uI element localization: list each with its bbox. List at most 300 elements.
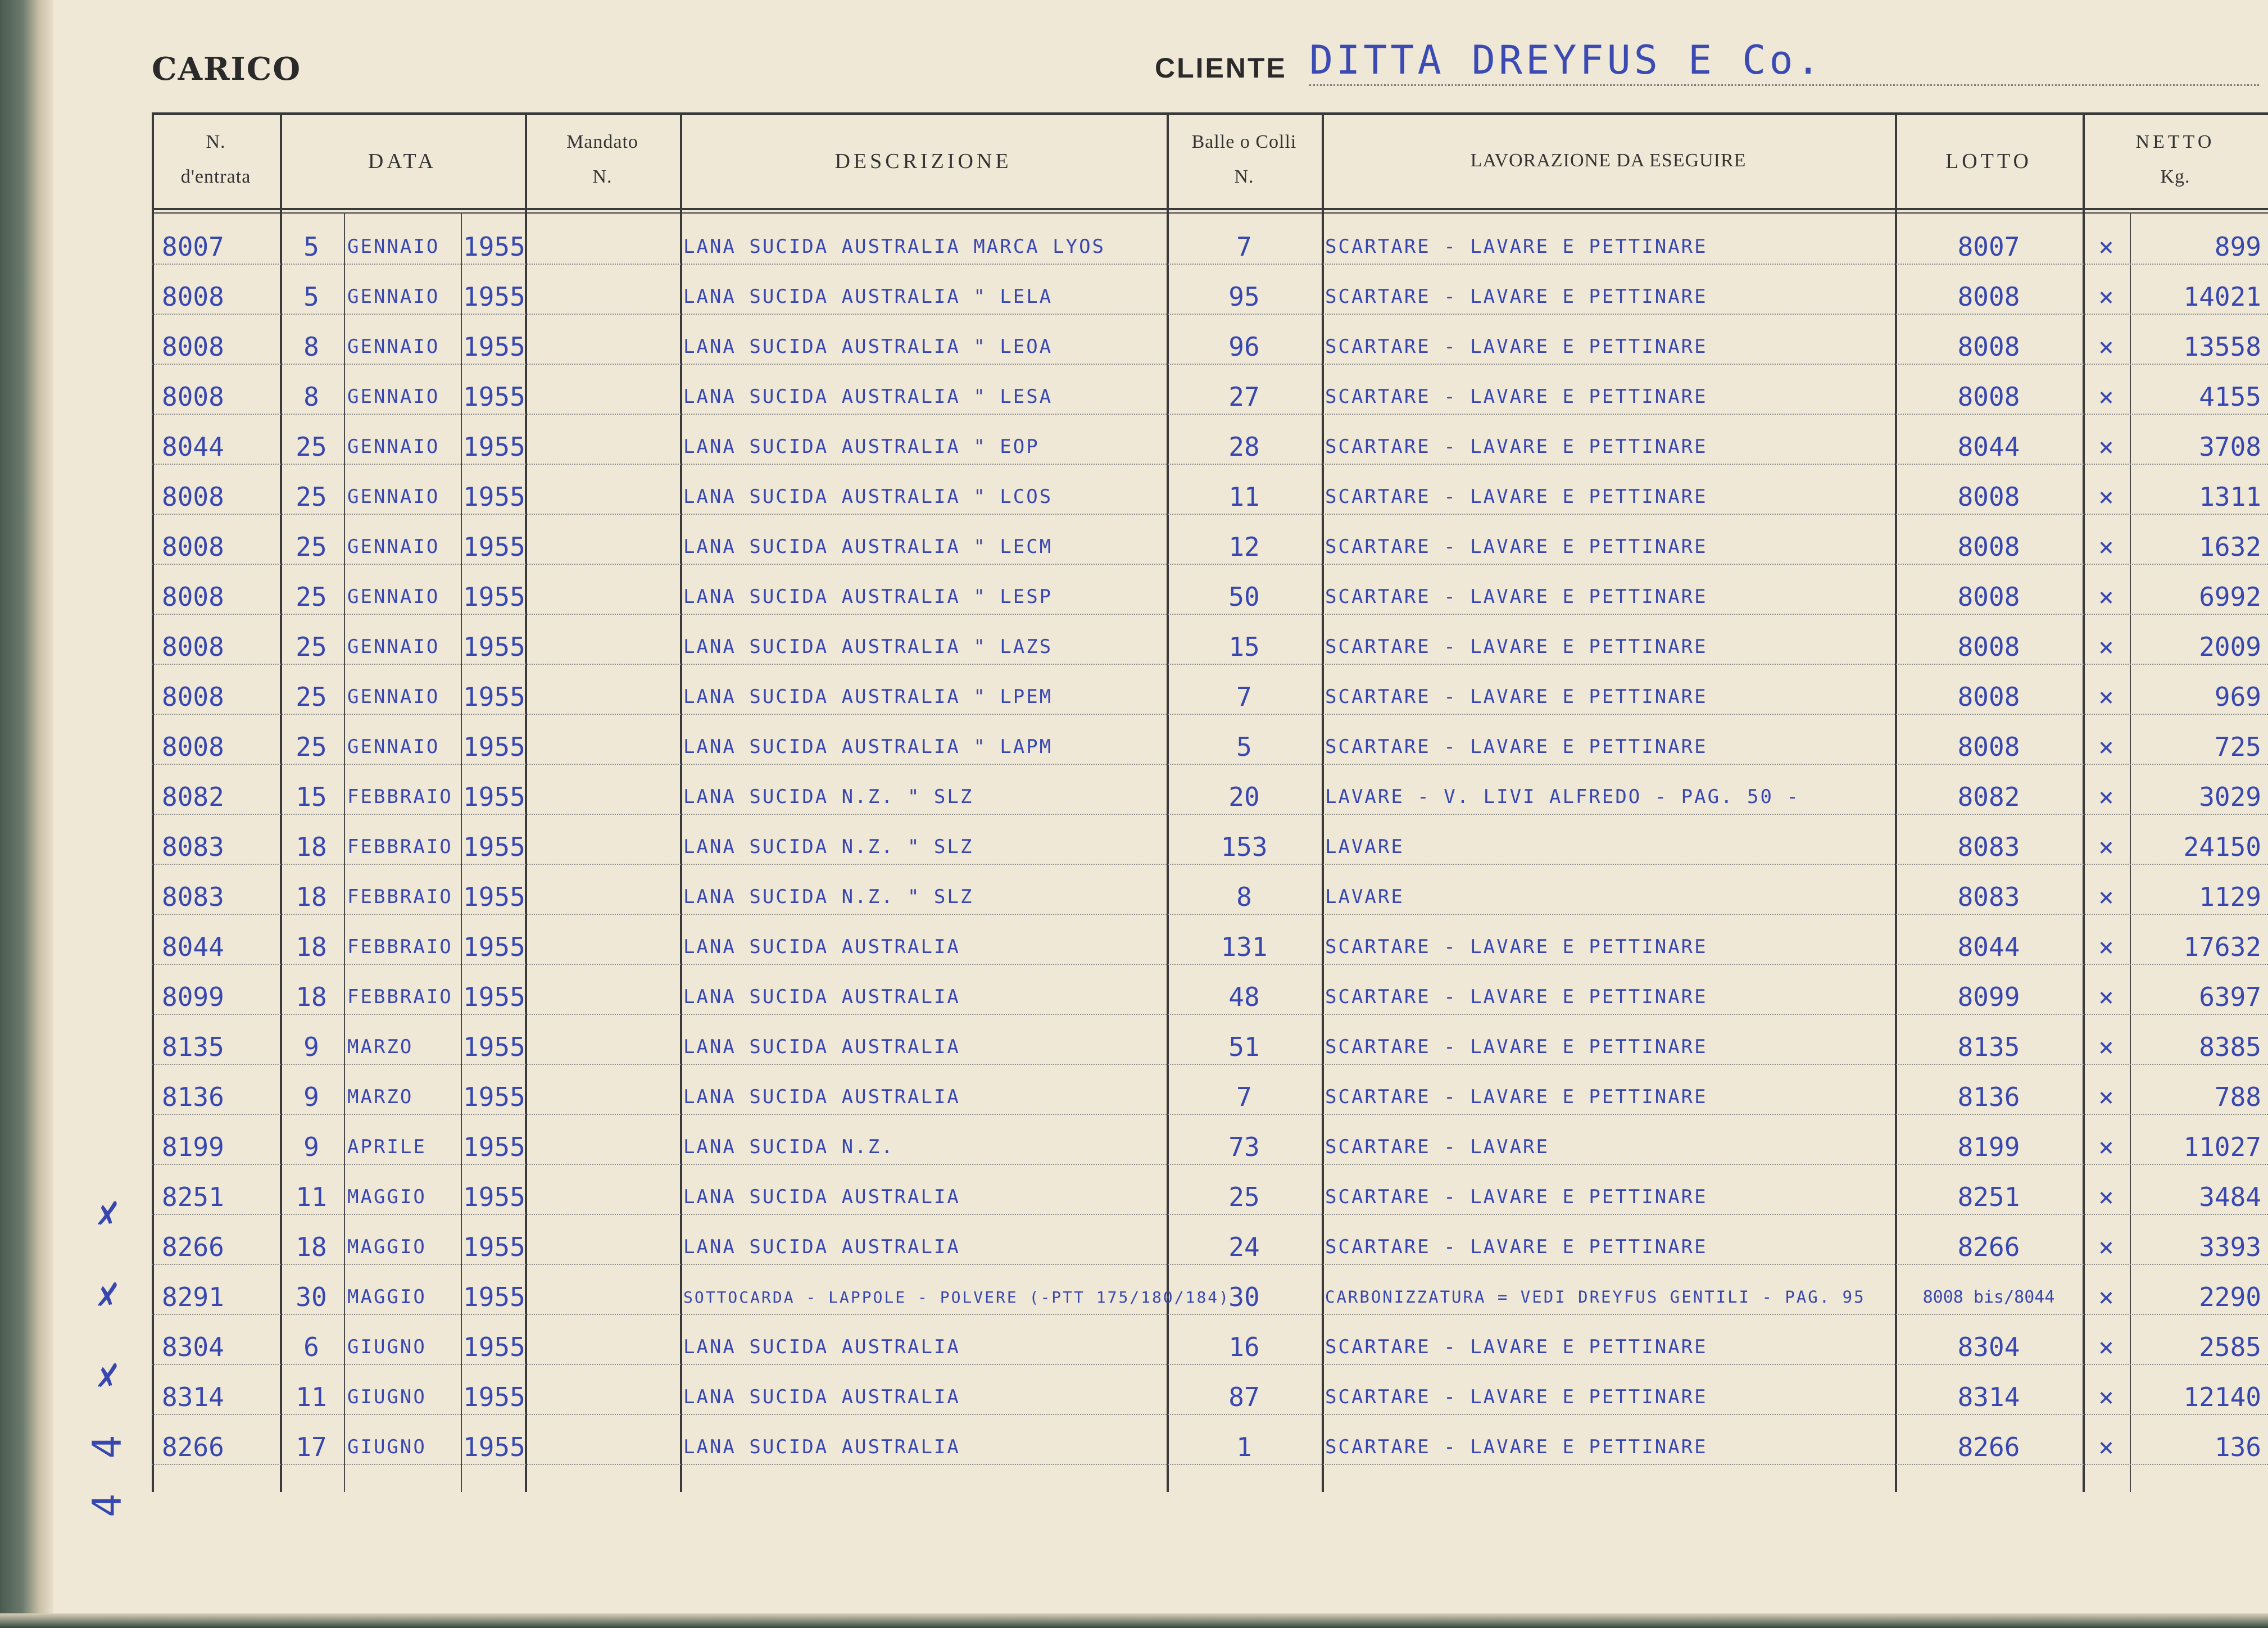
cell-mark: × (2098, 1032, 2114, 1062)
cell-net: 788 (2214, 1082, 2261, 1112)
cell-entry: 8199 (162, 1132, 224, 1162)
cell-month: GENNAIO (347, 436, 440, 458)
cell-lot: 8008 (1957, 582, 2020, 612)
cell-description: LANA SUCIDA AUSTRALIA " LCOS (683, 486, 1053, 508)
cell-entry: 8008 (162, 382, 224, 412)
cell-bales: 95 (1228, 282, 1260, 312)
cell-description: LANA SUCIDA AUSTRALIA (683, 1386, 960, 1408)
cell-net: 899 (2214, 232, 2261, 262)
table-row (152, 915, 2268, 965)
top-rule (152, 112, 2268, 115)
cell-processing: SCARTARE - LAVARE E PETTINARE (1325, 536, 1708, 558)
cell-net: 1129 (2199, 882, 2261, 912)
cell-bales: 50 (1228, 582, 1260, 612)
cell-processing: SCARTARE - LAVARE E PETTINARE (1325, 436, 1708, 458)
cell-lot: 8008 (1957, 682, 2020, 712)
cell-bales: 51 (1228, 1032, 1260, 1062)
cell-entry: 8083 (162, 882, 224, 912)
cell-bales: 25 (1228, 1182, 1260, 1212)
cell-month: MAGGIO (347, 1286, 427, 1308)
cell-processing: SCARTARE - LAVARE (1325, 1136, 1549, 1158)
table-row (152, 315, 2268, 365)
cell-description: LANA SUCIDA AUSTRALIA " LPEM (683, 686, 1053, 708)
cell-day: 8 (303, 382, 319, 412)
cell-description: LANA SUCIDA AUSTRALIA (683, 1336, 960, 1358)
cell-bales: 30 (1228, 1282, 1260, 1312)
cell-processing: SCARTARE - LAVARE E PETTINARE (1325, 1036, 1708, 1058)
cell-lot: 8008 (1957, 732, 2020, 762)
header-mandate (525, 125, 680, 194)
header-description: DESCRIZIONE (834, 149, 1012, 173)
cell-processing: SCARTARE - LAVARE E PETTINARE (1325, 386, 1708, 408)
cell-lot: 8266 (1957, 1232, 2020, 1262)
cell-lot: 8008 (1957, 632, 2020, 662)
cell-net: 8385 (2199, 1032, 2261, 1062)
cell-day: 6 (303, 1332, 319, 1362)
cell-year: 1955 (463, 1282, 525, 1312)
cell-net: 3708 (2199, 432, 2261, 462)
client-label: CLIENTE (1155, 52, 1287, 84)
table-row (152, 715, 2268, 765)
cell-lot: 8008 (1957, 332, 2020, 362)
cell-entry: 8266 (162, 1232, 224, 1262)
cell-mark: × (2098, 1282, 2114, 1312)
cell-year: 1955 (463, 1332, 525, 1362)
cell-year: 1955 (463, 1032, 525, 1062)
cell-net: 11027 (2183, 1132, 2261, 1162)
cell-processing: LAVARE (1325, 836, 1404, 858)
cell-month: FEBBRAIO (347, 786, 453, 808)
cell-entry: 8251 (162, 1182, 224, 1212)
cell-year: 1955 (463, 682, 525, 712)
cell-month: MARZO (347, 1036, 414, 1058)
cell-day: 9 (303, 1032, 319, 1062)
header-entry-no-line2: d'entrata (180, 166, 251, 187)
cell-year: 1955 (463, 732, 525, 762)
cell-net: 24150 (2183, 832, 2261, 862)
cell-entry: 8008 (162, 332, 224, 362)
cell-day: 18 (296, 882, 327, 912)
cell-day: 18 (296, 832, 327, 862)
cell-day: 11 (296, 1382, 327, 1412)
cell-lot: 8008 (1957, 532, 2020, 562)
cell-mark: × (2098, 682, 2114, 712)
cell-processing: LAVARE - V. LIVI ALFREDO - PAG. 50 - (1325, 786, 1800, 808)
cell-year: 1955 (463, 982, 525, 1012)
cell-year: 1955 (463, 1182, 525, 1212)
cell-day: 17 (296, 1432, 327, 1462)
cell-description: LANA SUCIDA AUSTRALIA (683, 1436, 960, 1458)
cell-day: 25 (296, 432, 327, 462)
cell-year: 1955 (463, 782, 525, 812)
cell-year: 1955 (463, 232, 525, 262)
cell-description: LANA SUCIDA AUSTRALIA " EOP (683, 436, 1040, 458)
cell-month: GENNAIO (347, 486, 440, 508)
cell-lot: 8044 (1957, 432, 2020, 462)
cell-mark: × (2098, 982, 2114, 1012)
cell-day: 18 (296, 982, 327, 1012)
table-row (152, 515, 2268, 565)
cell-year: 1955 (463, 382, 525, 412)
cell-year: 1955 (463, 1132, 525, 1162)
cell-bales: 7 (1236, 232, 1252, 262)
cell-mark: × (2098, 1182, 2114, 1212)
cell-lot: 8135 (1957, 1032, 2020, 1062)
cell-processing: SCARTARE - LAVARE E PETTINARE (1325, 1386, 1708, 1408)
cell-processing: SCARTARE - LAVARE E PETTINARE (1325, 936, 1708, 958)
cell-month: GENNAIO (347, 335, 440, 358)
cell-entry: 8314 (162, 1382, 224, 1412)
cell-mark: × (2098, 782, 2114, 812)
cell-bales: 87 (1228, 1382, 1260, 1412)
cell-mark: × (2098, 382, 2114, 412)
cell-lot: 8008 (1957, 482, 2020, 512)
table-row (152, 1265, 2268, 1315)
cell-day: 25 (296, 582, 327, 612)
header-mandate-line2: N. (592, 166, 613, 187)
cell-lot: 8083 (1957, 882, 2020, 912)
cell-month: APRILE (347, 1136, 427, 1158)
cell-description: LANA SUCIDA N.Z. " SLZ (683, 786, 974, 808)
client-dotted-line (1309, 84, 2259, 86)
cell-lot: 8136 (1957, 1082, 2020, 1112)
cell-day: 18 (296, 1232, 327, 1262)
cell-day: 8 (303, 332, 319, 362)
cell-entry: 8008 (162, 482, 224, 512)
cell-lot: 8251 (1957, 1182, 2020, 1212)
cell-month: GENNAIO (347, 386, 440, 408)
cell-month: GENNAIO (347, 636, 440, 658)
cell-entry: 8082 (162, 782, 224, 812)
cell-processing: SCARTARE - LAVARE E PETTINARE (1325, 1086, 1708, 1108)
cell-year: 1955 (463, 482, 525, 512)
cell-net: 17632 (2183, 932, 2261, 962)
cell-bales: 73 (1228, 1132, 1260, 1162)
cell-entry: 8008 (162, 532, 224, 562)
cell-description: LANA SUCIDA AUSTRALIA (683, 1186, 960, 1208)
cell-lot: 8304 (1957, 1332, 2020, 1362)
cell-net: 2009 (2199, 632, 2261, 662)
table-row (152, 215, 2268, 265)
table-row (152, 615, 2268, 665)
cell-entry: 8008 (162, 632, 224, 662)
cell-year: 1955 (463, 282, 525, 312)
cell-net: 136 (2214, 1432, 2261, 1462)
cell-bales: 15 (1228, 632, 1260, 662)
cell-bales: 24 (1228, 1232, 1260, 1262)
cell-bales: 11 (1228, 482, 1260, 512)
cell-processing: SCARTARE - LAVARE E PETTINARE (1325, 486, 1708, 508)
table-row (152, 415, 2268, 465)
cell-entry: 8099 (162, 982, 224, 1012)
book-binding-edge (0, 0, 53, 1628)
cell-day: 25 (296, 632, 327, 662)
table-row (152, 1415, 2268, 1465)
cell-year: 1955 (463, 632, 525, 662)
cell-day: 15 (296, 782, 327, 812)
cell-year: 1955 (463, 1432, 525, 1462)
cell-day: 25 (296, 532, 327, 562)
cell-description: LANA SUCIDA AUSTRALIA " LAZS (683, 636, 1053, 658)
table-row (152, 1115, 2268, 1165)
cell-mark: × (2098, 1082, 2114, 1112)
cell-mark: × (2098, 732, 2114, 762)
cell-processing: SCARTARE - LAVARE E PETTINARE (1325, 1186, 1708, 1208)
cell-bales: 12 (1228, 532, 1260, 562)
cell-bales: 8 (1236, 882, 1252, 912)
cell-bales: 131 (1221, 932, 1268, 962)
cell-bales: 153 (1221, 832, 1268, 862)
table-row (152, 1165, 2268, 1215)
cell-description: LANA SUCIDA AUSTRALIA " LAPM (683, 736, 1053, 758)
header-net (2083, 125, 2268, 194)
cell-processing: SCARTARE - LAVARE E PETTINARE (1325, 285, 1708, 308)
cell-net: 2585 (2199, 1332, 2261, 1362)
cell-mark: × (2098, 432, 2114, 462)
cell-bales: 16 (1228, 1332, 1260, 1362)
cell-mark: × (2098, 1132, 2114, 1162)
cell-entry: 8008 (162, 732, 224, 762)
cell-year: 1955 (463, 1082, 525, 1112)
cell-bales: 28 (1228, 432, 1260, 462)
cell-month: FEBBRAIO (347, 936, 453, 958)
cell-month: GENNAIO (347, 736, 440, 758)
cell-net: 2290 (2199, 1282, 2261, 1312)
cell-description: LANA SUCIDA AUSTRALIA " LESA (683, 386, 1053, 408)
header-bottom-rule-2 (152, 212, 2268, 214)
cell-processing: LAVARE (1325, 886, 1404, 908)
row-dotted-rule (152, 1464, 2268, 1465)
cell-processing: SCARTARE - LAVARE E PETTINARE (1325, 1236, 1708, 1258)
cell-year: 1955 (463, 1232, 525, 1262)
cell-year: 1955 (463, 882, 525, 912)
cell-net: 725 (2214, 732, 2261, 762)
cell-bales: 48 (1228, 982, 1260, 1012)
cell-month: GENNAIO (347, 686, 440, 708)
cell-lot: 8099 (1957, 982, 2020, 1012)
cell-bales: 7 (1236, 1082, 1252, 1112)
book-title: CARICO (152, 51, 302, 88)
table-row (152, 765, 2268, 815)
cell-net: 6397 (2199, 982, 2261, 1012)
cell-month: GENNAIO (347, 586, 440, 608)
table-row (152, 1065, 2268, 1115)
cell-month: GENNAIO (347, 235, 440, 258)
cell-processing: SCARTARE - LAVARE E PETTINARE (1325, 636, 1708, 658)
cell-year: 1955 (463, 1382, 525, 1412)
cell-description: LANA SUCIDA AUSTRALIA MARCA LYOS (683, 235, 1106, 258)
cell-lot: 8007 (1957, 232, 2020, 262)
cell-processing: SCARTARE - LAVARE E PETTINARE (1325, 686, 1708, 708)
table-row (152, 565, 2268, 615)
table-row (152, 1365, 2268, 1415)
cell-net: 3029 (2199, 782, 2261, 812)
cell-processing: SCARTARE - LAVARE E PETTINARE (1325, 986, 1708, 1008)
header-bottom-rule (152, 208, 2268, 210)
cell-entry: 8291 (162, 1282, 224, 1312)
table-row (152, 1215, 2268, 1265)
cell-mark: × (2098, 1432, 2114, 1462)
cell-month: MAGGIO (347, 1236, 427, 1258)
cell-net: 3484 (2199, 1182, 2261, 1212)
table-row (152, 265, 2268, 315)
cell-bales: 7 (1236, 682, 1252, 712)
cell-entry: 8304 (162, 1332, 224, 1362)
cell-month: FEBBRAIO (347, 886, 453, 908)
cell-lot: 8314 (1957, 1382, 2020, 1412)
cell-entry: 8136 (162, 1082, 224, 1112)
cell-mark: × (2098, 482, 2114, 512)
cell-mark: × (2098, 282, 2114, 312)
header-bales (1167, 125, 1322, 194)
cell-lot: 8008 bis/8044 (1922, 1287, 2055, 1307)
cell-entry: 8007 (162, 232, 224, 262)
cell-mark: × (2098, 232, 2114, 262)
cell-lot: 8008 (1957, 382, 2020, 412)
cell-mark: × (2098, 882, 2114, 912)
cell-description: LANA SUCIDA AUSTRALIA " LECM (683, 536, 1053, 558)
header-bales-line1: Balle o Colli (1191, 131, 1297, 152)
cell-processing: SCARTARE - LAVARE E PETTINARE (1325, 235, 1708, 258)
cell-description: LANA SUCIDA AUSTRALIA (683, 986, 960, 1008)
cell-net: 4155 (2199, 382, 2261, 412)
cell-net: 13558 (2183, 332, 2261, 362)
cell-month: GIUGNO (347, 1336, 427, 1358)
cell-description: LANA SUCIDA AUSTRALIA (683, 1236, 960, 1258)
cell-mark: × (2098, 1382, 2114, 1412)
cell-mark: × (2098, 1332, 2114, 1362)
margin-notes: 4 4 ✗ ✗ ✗ (84, 1186, 130, 1517)
cell-mark: × (2098, 1232, 2114, 1262)
cell-entry: 8266 (162, 1432, 224, 1462)
cell-day: 9 (303, 1132, 319, 1162)
cell-bales: 5 (1236, 732, 1252, 762)
cell-net: 6992 (2199, 582, 2261, 612)
cell-year: 1955 (463, 582, 525, 612)
cell-entry: 8008 (162, 582, 224, 612)
cell-month: GENNAIO (347, 285, 440, 308)
cell-entry: 8008 (162, 682, 224, 712)
header-processing: LAVORAZIONE DA ESEGUIRE (1470, 150, 1747, 171)
header-entry-no (152, 125, 280, 194)
client-name: DITTA DREYFUS E Co. (1309, 37, 1824, 83)
cell-lot: 8082 (1957, 782, 2020, 812)
table-row (152, 965, 2268, 1015)
cell-description: LANA SUCIDA N.Z. " SLZ (683, 836, 974, 858)
cell-processing: SCARTARE - LAVARE E PETTINARE (1325, 736, 1708, 758)
cell-mark: × (2098, 932, 2114, 962)
cell-entry: 8083 (162, 832, 224, 862)
cell-net: 3393 (2199, 1232, 2261, 1262)
cell-month: GENNAIO (347, 536, 440, 558)
cell-year: 1955 (463, 832, 525, 862)
cell-net: 969 (2214, 682, 2261, 712)
cell-day: 5 (303, 232, 319, 262)
cell-processing: SCARTARE - LAVARE E PETTINARE (1325, 335, 1708, 358)
header-lot: LOTTO (1945, 149, 2032, 173)
cell-year: 1955 (463, 432, 525, 462)
cell-lot: 8044 (1957, 932, 2020, 962)
cell-description: LANA SUCIDA AUSTRALIA (683, 1086, 960, 1108)
cell-mark: × (2098, 582, 2114, 612)
cell-year: 1955 (463, 932, 525, 962)
cell-mark: × (2098, 532, 2114, 562)
cell-day: 30 (296, 1282, 327, 1312)
header-net-line1: NETTO (2135, 131, 2215, 152)
cell-month: GIUGNO (347, 1436, 427, 1458)
cell-year: 1955 (463, 332, 525, 362)
cell-description: LANA SUCIDA AUSTRALIA " LESP (683, 586, 1053, 608)
cell-day: 9 (303, 1082, 319, 1112)
cell-month: MARZO (347, 1086, 414, 1108)
table-row (152, 665, 2268, 715)
cell-day: 18 (296, 932, 327, 962)
cell-mark: × (2098, 632, 2114, 662)
cell-day: 25 (296, 732, 327, 762)
header-date: DATA (368, 149, 437, 173)
header-entry-no-line1: N. (206, 131, 226, 152)
cell-processing: CARBONIZZATURA = VEDI DREYFUS GENTILI - PAG. 95 (1325, 1287, 1866, 1307)
cell-month: GIUGNO (347, 1386, 427, 1408)
cell-bales: 20 (1228, 782, 1260, 812)
table-row (152, 815, 2268, 865)
cell-day: 25 (296, 682, 327, 712)
cell-net: 1311 (2199, 482, 2261, 512)
cell-mark: × (2098, 332, 2114, 362)
book-bottom-edge (0, 1613, 2268, 1628)
ledger-table (152, 112, 2268, 1492)
header-net-line2: Kg. (2160, 166, 2190, 187)
table-row (152, 465, 2268, 515)
cell-bales: 96 (1228, 332, 1260, 362)
cell-description: LANA SUCIDA N.Z. " SLZ (683, 886, 974, 908)
table-row (152, 365, 2268, 415)
cell-description: LANA SUCIDA AUSTRALIA " LELA (683, 285, 1053, 308)
cell-entry: 8044 (162, 432, 224, 462)
table-row (152, 1015, 2268, 1065)
cell-description: LANA SUCIDA N.Z. (683, 1136, 895, 1158)
cell-day: 5 (303, 282, 319, 312)
cell-net: 12140 (2183, 1382, 2261, 1412)
cell-entry: 8044 (162, 932, 224, 962)
cell-day: 11 (296, 1182, 327, 1212)
cell-description: LANA SUCIDA AUSTRALIA (683, 1036, 960, 1058)
cell-processing: SCARTARE - LAVARE E PETTINARE (1325, 1336, 1708, 1358)
table-row (152, 1315, 2268, 1365)
cell-processing: SCARTARE - LAVARE E PETTINARE (1325, 1436, 1708, 1458)
cell-entry: 8008 (162, 282, 224, 312)
cell-description: LANA SUCIDA AUSTRALIA (683, 936, 960, 958)
cell-bales: 27 (1228, 382, 1260, 412)
cell-lot: 8008 (1957, 282, 2020, 312)
cell-lot: 8266 (1957, 1432, 2020, 1462)
cell-lot: 8199 (1957, 1132, 2020, 1162)
cell-net: 14021 (2183, 282, 2261, 312)
cell-net: 1632 (2199, 532, 2261, 562)
header-bales-line2: N. (1234, 166, 1254, 187)
cell-description: LANA SUCIDA AUSTRALIA " LEOA (683, 335, 1053, 358)
cell-processing: SCARTARE - LAVARE E PETTINARE (1325, 586, 1708, 608)
cell-mark: × (2098, 832, 2114, 862)
header-mandate-line1: Mandato (566, 131, 638, 152)
cell-month: FEBBRAIO (347, 986, 453, 1008)
table-row (152, 865, 2268, 915)
cell-lot: 8083 (1957, 832, 2020, 862)
cell-month: FEBBRAIO (347, 836, 453, 858)
cell-bales: 1 (1236, 1432, 1252, 1462)
cell-month: MAGGIO (347, 1186, 427, 1208)
cell-day: 25 (296, 482, 327, 512)
